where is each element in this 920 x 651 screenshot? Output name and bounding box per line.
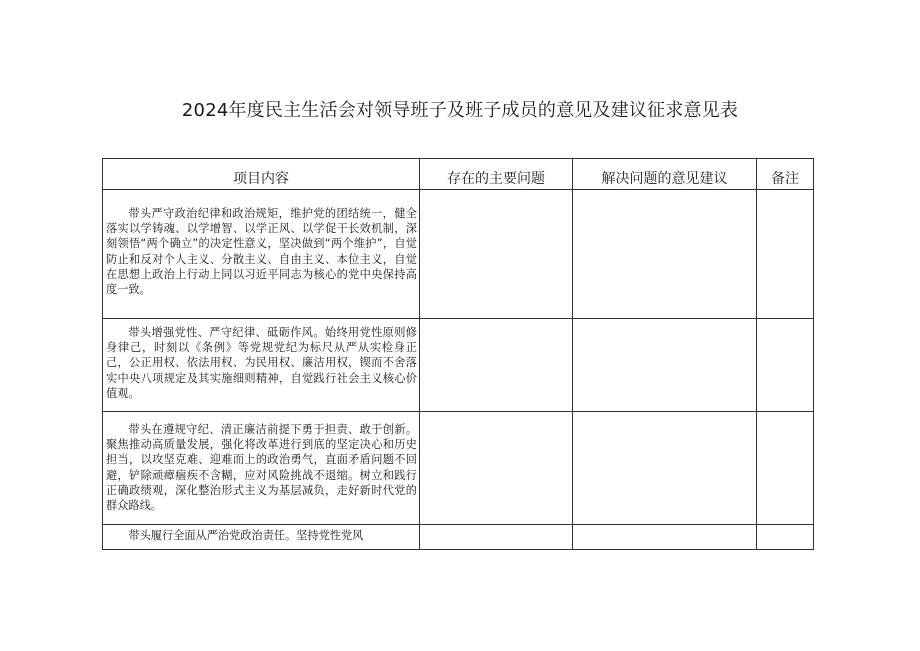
problems-cell[interactable] <box>420 412 573 525</box>
table-row <box>103 319 814 412</box>
content-cell <box>103 412 420 525</box>
remarks-cell[interactable] <box>757 525 814 550</box>
document-title: 2024年度民主生活会对领导班子及班子成员的意见及建议征求意见表 <box>181 100 739 121</box>
table-row <box>103 525 814 550</box>
content-cell <box>103 319 420 412</box>
remarks-cell[interactable] <box>757 190 814 319</box>
suggestions-cell[interactable] <box>573 525 757 550</box>
header-content: 项目内容 <box>103 159 420 190</box>
header-remarks: 备注 <box>757 159 814 190</box>
problems-cell[interactable] <box>420 525 573 550</box>
header-problems: 存在的主要问题 <box>420 159 573 190</box>
row-content-text: 带头严守政治纪律和政治规矩，维护党的团结统一，健全落实以学铸魂、以学增智、以学正风、以学促干长效机制，深刻领悟“两个确立”的决定性意义，坚决做到“两个维护”，自觉防止和反对个人主义、分散主义、自由主义、本位主义，自觉在思想上政治上行动上同以习近平同志为核心的党中央保持高度一致。 <box>106 207 417 297</box>
opinion-table <box>102 158 814 550</box>
suggestions-cell[interactable] <box>573 190 757 319</box>
suggestions-cell[interactable] <box>573 412 757 525</box>
table-row <box>103 190 814 319</box>
problems-cell[interactable] <box>420 319 573 412</box>
header-suggestions: 解决问题的意见建议 <box>573 159 757 190</box>
content-cell <box>103 525 420 550</box>
table-row <box>103 412 814 525</box>
content-cell <box>103 190 420 319</box>
remarks-cell[interactable] <box>757 412 814 525</box>
row-content-text: 带头增强党性、严守纪律、砥砺作风。始终用党性原则修身律己，时刻以《条例》等党规党纪为标尺从严从实检身正己，公正用权、依法用权、为民用权、廉洁用权，锲而不舍落实中央八项规定及其实施细则精神，自觉践行社会主义核心价值观。 <box>106 326 417 400</box>
suggestions-cell[interactable] <box>573 319 757 412</box>
table-header-row <box>103 159 814 190</box>
row-content-text: 带头在遵规守纪、清正廉洁前提下勇于担责、敢于创新。聚焦推动高质量发展，强化将改革进行到底的坚定决心和历史担当，以攻坚克难、迎难而上的政治勇气，直面矛盾问题不回避，铲除顽瘴痼疾不含糊，应对风险挑战不退缩。树立和践行正确政绩观，深化整治形式主义为基层减负，走好新时代党的群众路线。 <box>106 423 417 513</box>
row-content-text: 带头履行全面从严治党政治责任。坚持党性党风 <box>128 529 364 542</box>
remarks-cell[interactable] <box>757 319 814 412</box>
problems-cell[interactable] <box>420 190 573 319</box>
